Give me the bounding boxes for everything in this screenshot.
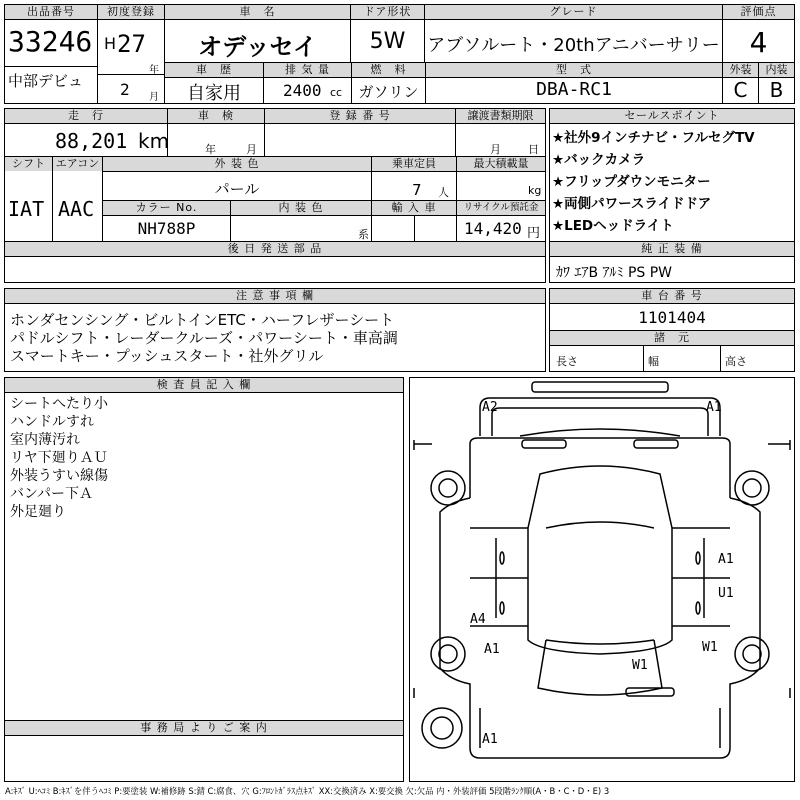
inspector-line: 室内薄汚れ: [10, 432, 80, 448]
import-label: 輸 入 車: [372, 201, 456, 215]
history-label: 車 歴: [165, 63, 263, 77]
recycle-fee: 14,420: [464, 219, 522, 238]
fuel-label: 燃 料: [352, 63, 425, 77]
interior-color-label: 内 装 色: [231, 201, 371, 215]
inspector-label: 検 査 員 記 入 欄: [5, 378, 403, 392]
ac-label: エアコン: [53, 157, 102, 171]
registration-number-label: 登 録 番 号: [265, 109, 455, 123]
shipping-parts-label: 後 日 発 送 部 品: [5, 242, 545, 256]
exterior-grade-label: 外装: [723, 63, 758, 77]
capacity-unit: 人: [438, 186, 449, 199]
damage-diagram: [409, 377, 795, 782]
damage-mark-u1-right-side: U1: [718, 586, 734, 601]
history: 自家用: [187, 83, 241, 104]
damage-mark-a4-left-side: A4: [470, 612, 486, 627]
displacement: 2400: [283, 81, 322, 100]
sales-point-item: ★LEDヘッドライト: [552, 218, 674, 234]
grade: アブソルート・20thアニバーサリー: [427, 35, 720, 56]
damage-mark-a2-front-left: A2: [482, 400, 498, 415]
displacement-label: 排 気 量: [264, 63, 351, 77]
seller-note: 中部デビュ: [8, 72, 84, 90]
recycle-unit: 円: [527, 226, 541, 241]
lot-number: 33246: [8, 25, 93, 58]
damage-mark-a1-rear-bumper: A1: [482, 732, 498, 747]
interior-grade-label: 内装: [759, 63, 794, 77]
damage-mark-a1-front-right: A1: [706, 400, 722, 415]
mileage-label: 走 行: [5, 109, 167, 123]
inspector-line: リヤ下廻りＡＵ: [10, 450, 108, 466]
first-registration-label: 初度登録: [98, 5, 164, 19]
inspector-line: バンパー下Ａ: [10, 486, 94, 502]
interior-grade: B: [769, 78, 784, 102]
damage-mark-a1-right-side: A1: [718, 552, 734, 567]
notes-label: 注 意 事 項 欄: [5, 289, 545, 303]
mileage: 88,201: [55, 129, 128, 153]
inspector-line: 外装うすい線傷: [10, 468, 108, 484]
door-shape-label: ドア形状: [351, 5, 424, 19]
mileage-unit: km: [138, 129, 170, 153]
score-label: 評価点: [723, 5, 794, 19]
chassis-number: 1101404: [638, 308, 706, 327]
interior-color-unit: 系: [358, 228, 369, 241]
model-label: 型 式: [426, 63, 722, 77]
office-notice-label: 事 務 局 よ り ご 案 内: [5, 721, 403, 735]
transfer-month-unit: 月: [490, 143, 501, 156]
capacity: 7: [412, 181, 422, 199]
note-line: パドルシフト・レーダークルーズ・パワーシート・車高調: [10, 329, 398, 347]
inspector-line: ハンドルすれ: [10, 414, 94, 430]
sales-points-label: セールスポイント: [550, 109, 794, 123]
note-line: スマートキー・プッシュスタート・社外グリル: [10, 347, 324, 365]
height-label: 高さ: [725, 355, 747, 368]
width-label: 幅: [648, 355, 659, 368]
damage-mark-w1-right-rear: W1: [702, 640, 718, 655]
shift-label: シフト: [5, 157, 52, 171]
damage-mark-w1-back-glass: W1: [632, 658, 648, 673]
exterior-grade: C: [733, 78, 748, 102]
model: DBA-RC1: [536, 79, 612, 100]
capacity-label: 乗車定員: [372, 157, 456, 171]
genuine-equipment: ｶﾜ ｴｱB ｱﾙﾐ PS PW: [556, 265, 673, 281]
registration-month: 2: [120, 80, 130, 99]
chassis-number-label: 車 台 番 号: [550, 289, 794, 303]
score: 4: [749, 26, 768, 59]
note-line: ホンダセンシング・ビルトインETC・ハーフレザーシート: [10, 311, 395, 329]
exterior-color-label: 外 装 色: [103, 157, 371, 171]
exterior-color: パール: [214, 180, 260, 198]
recycle-label: リサイクル預託金: [457, 201, 545, 215]
lot-number-label: 出品番号: [5, 5, 97, 19]
sales-point-item: ★フリップダウンモニター: [552, 174, 711, 190]
inspection-label: 車 検: [168, 109, 264, 123]
inspector-line: 外足廻り: [10, 504, 66, 520]
era: H: [104, 34, 117, 53]
year-unit: 年: [149, 65, 159, 76]
sales-point-item: ★社外9インチナビ・フルセグTV: [552, 130, 755, 146]
car-name-label: 車 名: [165, 5, 350, 19]
fuel: ガソリン: [358, 83, 419, 101]
transfer-day-unit: 日: [528, 143, 539, 156]
shift: IAT: [8, 197, 45, 221]
inspector-line: シートへたり小: [10, 396, 108, 412]
damage-mark-a1-left-rear: A1: [484, 642, 500, 657]
inspection-month-unit: 月: [246, 143, 257, 156]
month-unit: 月: [149, 92, 159, 103]
displacement-unit: cc: [330, 86, 343, 99]
grade-label: グレード: [425, 5, 722, 19]
car-outline: [410, 378, 794, 781]
door-shape: 5W: [369, 29, 406, 54]
max-load-label: 最大積載量: [457, 157, 545, 171]
max-load-unit: kg: [528, 184, 542, 197]
dimensions-label: 諸 元: [550, 331, 794, 345]
sales-point-item: ★バックカメラ: [552, 152, 646, 168]
transfer-deadline-label: 譲渡書類期限: [456, 109, 545, 123]
registration-year: 27: [117, 30, 146, 58]
inspection-year-unit: 年: [205, 143, 216, 156]
genuine-equipment-label: 純 正 装 備: [550, 242, 794, 256]
car-name: オデッセイ: [198, 33, 317, 61]
color-no: NH788P: [137, 219, 196, 238]
sales-point-item: ★両側パワースライドドア: [552, 196, 712, 212]
legend: A:ｷｽﾞ U:ﾍｺﾐ B:ｷｽﾞを伴うﾍｺﾐ P:要塗装 W:補修跡 S:錆 C:腐食、穴 G:ﾌﾛﾝﾄｶﾞﾗｽ点ｷｽﾞ XX:交換済み X:要交換 欠:欠品 内・外装評価 5段階ﾗﾝｸ順(A・B・C・D・E) 3: [5, 786, 610, 796]
length-label: 長さ: [556, 355, 578, 368]
color-no-label: カラー No.: [103, 201, 230, 215]
ac: AAC: [58, 197, 95, 221]
